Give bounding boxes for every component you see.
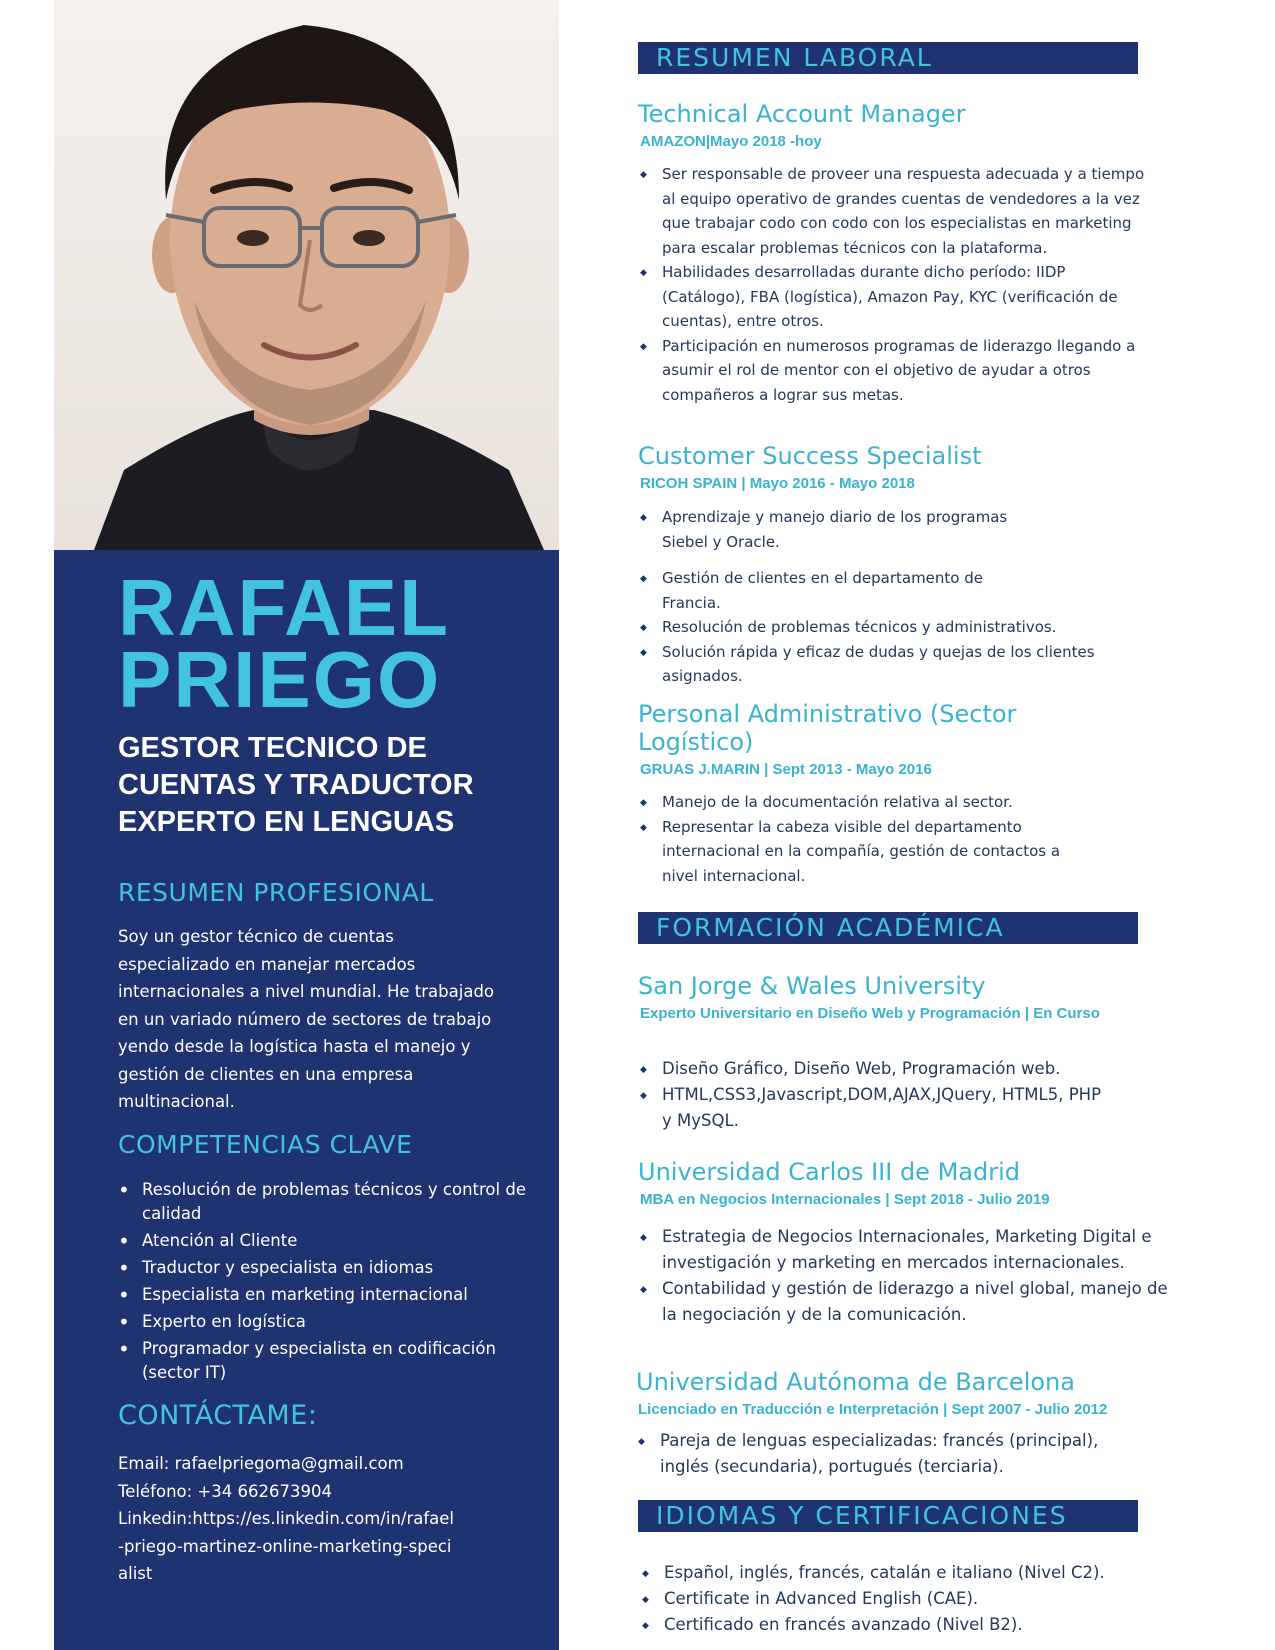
skill-item: • Resolución de problemas técnicos y control de calidad xyxy=(118,1178,538,1226)
skill-item: • Programador y especialista en codificación (sector IT) xyxy=(118,1337,538,1385)
job-bullets xyxy=(638,566,1158,689)
school-title: Universidad Carlos III de Madrid xyxy=(638,1158,1020,1186)
degree-dates: MBA en Negocios Internacionales | Sept 2018 - Julio 2019 xyxy=(640,1191,1050,1208)
headline-line: GESTOR TECNICO DE xyxy=(118,732,427,764)
work-section-heading: RESUMEN LABORAL xyxy=(638,42,1138,74)
headline-line: CUENTAS Y TRADUCTOR xyxy=(118,769,474,801)
portrait-illustration xyxy=(54,0,559,550)
degree-bullets xyxy=(638,1224,1168,1328)
school-title: Universidad Autónoma de Barcelona xyxy=(636,1368,1075,1396)
degree-bullets xyxy=(636,1428,1126,1480)
contact-heading: CONTÁCTAME: xyxy=(118,1400,318,1431)
language-item: ◆ Certificado en francés avanzado (Nivel B2). xyxy=(640,1612,1140,1638)
job-bullets xyxy=(638,162,1148,407)
headline-line: EXPERTO EN LENGUAS xyxy=(118,806,455,838)
bullet-item: ◆ Estrategia de Negocios Internacionales, Marketing Digital e investigación y marketing en mercados internacionales. xyxy=(638,1224,1168,1276)
school-title: San Jorge & Wales University xyxy=(638,972,986,1000)
degree-dates: Experto Universitario en Diseño Web y Programación | En Curso xyxy=(640,1005,1100,1022)
main-column xyxy=(638,0,1178,1650)
contact-block xyxy=(118,1450,458,1588)
job-bullets xyxy=(638,790,1088,888)
bullet-item: ◆ Habilidades desarrolladas durante dicho período: IIDP (Catálogo), FBA (logística), Amazon Pay, KYC (verificación de cuentas), entre otros. xyxy=(638,260,1148,334)
job-headline xyxy=(118,730,538,841)
summary-heading: RESUMEN PROFESIONAL xyxy=(118,878,434,907)
bullet-item: ◆ Contabilidad y gestión de liderazgo a nivel global, manejo de la negociación y de la comunicación. xyxy=(638,1276,1168,1328)
languages-section-heading: IDIOMAS Y CERTIFICACIONES xyxy=(638,1500,1138,1532)
bullet-item: ◆ Participación en numerosos programas de liderazgo llegando a asumir el rol de mentor con el objetivo de ayudar a otros compañeros a lograr sus metas. xyxy=(638,334,1148,408)
bullet-item: ◆ Pareja de lenguas especializadas: francés (principal), inglés (secundaria), portugués (terciaria). xyxy=(636,1428,1126,1480)
job-company-dates: RICOH SPAIN | Mayo 2016 - Mayo 2018 xyxy=(640,475,915,492)
bullet-item: ◆ Gestión de clientes en el departamento de Francia. xyxy=(638,566,1042,615)
job-company-dates: AMAZON|Mayo 2018 -hoy xyxy=(640,133,822,150)
skill-item: • Atención al Cliente xyxy=(118,1229,538,1253)
skill-item: • Traductor y especialista en idiomas xyxy=(118,1256,538,1280)
job-title: Customer Success Specialist xyxy=(638,442,982,470)
job-title: Technical Account Manager xyxy=(638,100,966,128)
language-item: ◆ Español, inglés, francés, catalán e italiano (Nivel C2). xyxy=(640,1560,1140,1586)
profile-photo xyxy=(54,0,559,550)
bullet-item: ◆ Aprendizaje y manejo diario de los programas Siebel y Oracle. xyxy=(638,505,1038,554)
job-company-dates: GRUAS J.MARIN | Sept 2013 - Mayo 2016 xyxy=(640,761,932,778)
contact-email[interactable]: Email: rafaelpriegoma@gmail.com xyxy=(118,1454,404,1473)
skill-item: • Experto en logística xyxy=(118,1310,538,1334)
contact-linkedin[interactable]: Linkedin:https://es.linkedin.com/in/rafael-priego-martinez-online-marketing-specialist xyxy=(118,1509,455,1583)
bullet-item: ◆ Diseño Gráfico, Diseño Web, Programación web. xyxy=(638,1056,1108,1082)
bullet-item: ◆ Ser responsable de proveer una respuesta adecuada y a tiempo al equipo operativo de grandes cuentas de vendedores a la vez que trabajar codo con codo con los especialistas en marketing para escalar problemas técnicos con la plataforma. xyxy=(638,162,1148,260)
sidebar-panel xyxy=(54,550,559,1650)
skill-item: • Especialista en marketing internacional xyxy=(118,1283,538,1307)
job-title: Personal Administrativo (Sector Logístico) xyxy=(638,700,1017,756)
bullet-item: ◆ Solución rápida y eficaz de dudas y quejas de los clientes asignados. xyxy=(638,640,1158,689)
last-name: PRIEGO xyxy=(118,635,442,724)
skills-list xyxy=(118,1178,538,1388)
languages-list xyxy=(640,1560,1140,1638)
language-item: ◆ Certificate in Advanced English (CAE). xyxy=(640,1586,1140,1612)
bullet-item: ◆ HTML,CSS3,Javascript,DOM,AJAX,JQuery, HTML5, PHP y MySQL. xyxy=(638,1082,1108,1134)
job-bullets xyxy=(638,505,1038,554)
education-section-heading: FORMACIÓN ACADÉMICA xyxy=(638,912,1138,944)
summary-text: Soy un gestor técnico de cuentas especializado en manejar mercados internacionales a nivel mundial. He trabajado en un variado número de sectores de trabajo yendo desde la logística hasta el manejo y gestión de clientes en una empresa multinacional. xyxy=(118,927,495,1111)
degree-bullets xyxy=(638,1056,1108,1134)
degree-dates: Licenciado en Traducción e Interpretación | Sept 2007 - Julio 2012 xyxy=(638,1401,1108,1418)
contact-phone[interactable]: Teléfono: +34 662673904 xyxy=(118,1481,332,1501)
bullet-item: ◆ Manejo de la documentación relativa al sector. xyxy=(638,790,1088,815)
bullet-item: ◆ Resolución de problemas técnicos y administrativos. xyxy=(638,615,1158,640)
skills-heading: COMPETENCIAS CLAVE xyxy=(118,1130,413,1159)
full-name xyxy=(118,563,450,724)
first-name: RAFAEL xyxy=(118,563,450,652)
bullet-item: ◆ Representar la cabeza visible del departamento internacional en la compañía, gestión de contactos a nivel internacional. xyxy=(638,815,1088,889)
